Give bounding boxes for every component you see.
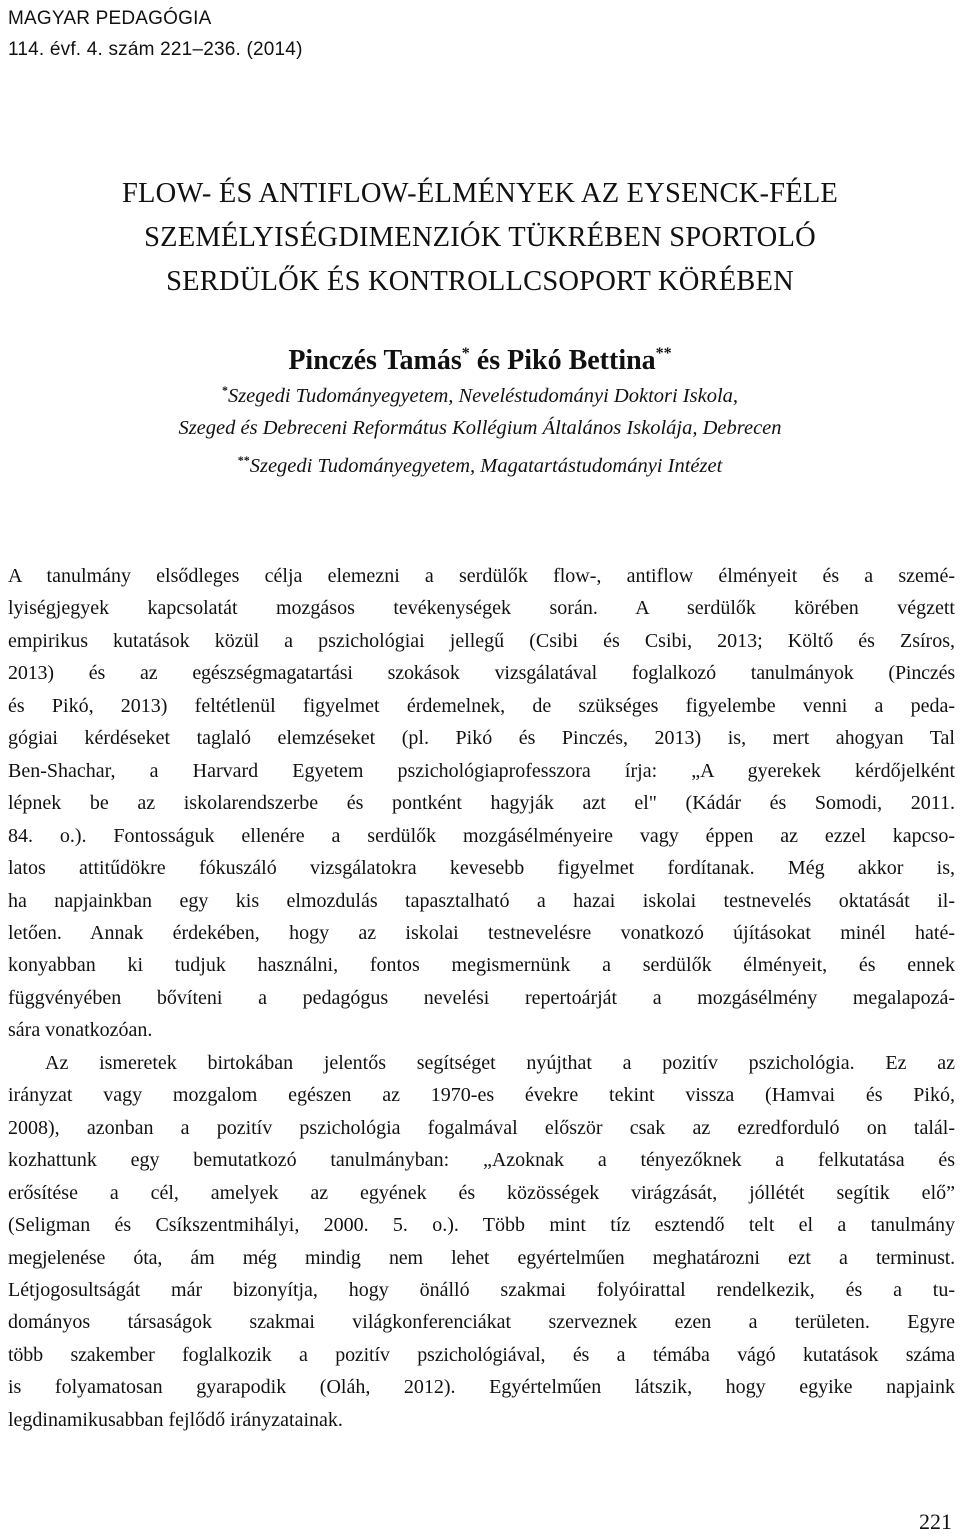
affiliation-line: *Szegedi Tudományegyetem, Neveléstudományi Doktori Iskola,: [221, 383, 739, 407]
affiliation-mark: **: [237, 453, 250, 467]
body-line: gógiai kérdéseket taglaló elemzéseket (pl. Pikó és Pinczés, 2013) is, mert ahogyan Tal: [8, 727, 955, 750]
body-line: legdinamikusabban fejlődő irányzatainak.: [8, 1408, 343, 1431]
author-name: Pinczés Tamás: [288, 345, 462, 376]
affiliation-line: Szeged és Debreceni Református Kollégium Általános Iskolája, Debrecen: [178, 417, 782, 439]
affiliation-mark: *: [221, 383, 228, 397]
body-line: több szakember foglalkozik a pozitív pszichológiával, és a témába vágó kutatások száma: [8, 1343, 955, 1366]
body-line: Létjogosultságát már bizonyítja, hogy önálló szakmai folyóirattal rendelkezik, és a tu-: [8, 1278, 955, 1301]
article-title: [0, 172, 960, 304]
body-line: 2008), azonban a pozitív pszichológia fogalmával először csak az ezredforduló on talál-: [8, 1116, 955, 1139]
body-line: latos attitűdökre fókuszáló vizsgálatokra kevesebb figyelmet fordítanak. Még akkor is,: [8, 857, 955, 880]
body-line: Az ismeretek birtokában jelentős segítséget nyújthat a pozitív pszichológia. Ez az: [45, 1051, 955, 1074]
body-line: dományos társaságok szakmai világkonferenciákat szerveznek ezen a területen. Egyre: [8, 1311, 955, 1334]
body-line: letően. Annak érdekében, hogy az iskolai testnevelésre vonatkozó újításokat minél haté-: [8, 921, 955, 944]
body-line: sára vonatkozóan.: [8, 1019, 153, 1042]
journal-header: [8, 3, 303, 65]
body-line: és Pikó, 2013) feltétlenül figyelmet érdemelnek, de szükséges figyelembe venni a peda-: [8, 694, 955, 717]
body-line: empirikus kutatások közül a pszichológiai jellegű (Csibi és Csibi, 2013; Költő és Zsíros,: [8, 629, 955, 652]
body-line: lépnek be az iskolarendszerbe és pontként hagyják azt el" (Kádár és Somodi, 2011.: [8, 792, 955, 815]
body-line: ha napjainkban egy kis elmozdulás tapasztalható a hazai iskolai testnevelés oktatását il-: [8, 889, 955, 912]
author-conjunction: és: [469, 345, 508, 376]
body-line: megjelenése óta, ám még mindig nem lehet egyértelműen meghatározni ezt a terminust.: [8, 1246, 955, 1269]
affiliation-mark: *: [461, 345, 470, 362]
title-line: FLOW- ÉS ANTIFLOW-ÉLMÉNYEK AZ EYSENCK-FÉLE: [121, 178, 839, 209]
article-body: [8, 560, 955, 1436]
body-line: erősítése a cél, amelyek az egyének és közösségek virágzását, jóllétét segítik elő”: [8, 1181, 955, 1204]
body-line: 2013) és az egészségmagatartási szokások vizsgálatával foglalkozó tanulmányok (Pinczés: [8, 662, 955, 685]
affiliation-mark: **: [655, 345, 672, 362]
body-line: irányzat vagy mozgalom egészen az 1970-es évekre tekint vissza (Hamvai és Pikó,: [8, 1084, 955, 1107]
affiliations: [0, 374, 960, 482]
journal-issue: 114. évf. 4. szám 221–236. (2014): [8, 39, 303, 60]
body-line: konyabban ki tudjuk használni, fontos megismernünk a serdülők élményeit, és ennek: [8, 954, 955, 977]
body-line: függvényében bővíteni a pedagógus nevelési repertoárját a mozgásélmény megalapozá-: [8, 986, 955, 1009]
body-line: A tanulmány elsődleges célja elemezni a serdülők flow-, antiflow élményeit és a szemé-: [8, 565, 955, 587]
body-line: Ben-Shachar, a Harvard Egyetem pszichológiaprofesszora írja: „A gyerekek kérdőjelként: [8, 759, 955, 782]
body-line: (Seligman és Csíkszentmihályi, 2000. 5. o.). Több mint tíz esztendő telt el a tanulmány: [8, 1214, 955, 1237]
affiliation-line: **Szegedi Tudományegyetem, Magatartástudományi Intézet: [237, 453, 723, 477]
body-line: 84. o.). Fontosságuk ellenére a serdülők mozgásélményeire vagy éppen az ezzel kapcso-: [8, 824, 955, 847]
body-line: kozhattunk egy bemutatkozó tanulmányban: „Azoknak a tényezőknek a felkutatása és: [8, 1149, 955, 1172]
page-number: 221: [919, 1509, 952, 1534]
title-line: SZEMÉLYISÉGDIMENZIÓK TÜKRÉBEN SPORTOLÓ: [144, 222, 816, 253]
body-line: lyiségjegyek kapcsolatát mozgásos tevékenységek során. A serdülők körében végzett: [8, 597, 955, 620]
author-name: Pikó Bettina: [507, 345, 656, 376]
title-line: SERDÜLŐK ÉS KONTROLLCSOPORT KÖRÉBEN: [166, 266, 794, 297]
journal-name: MAGYAR PEDAGÓGIA: [8, 8, 212, 29]
body-line: is folyamatosan gyarapodik (Oláh, 2012). Egyértelműen látszik, hogy egyike napjaink: [8, 1376, 955, 1399]
